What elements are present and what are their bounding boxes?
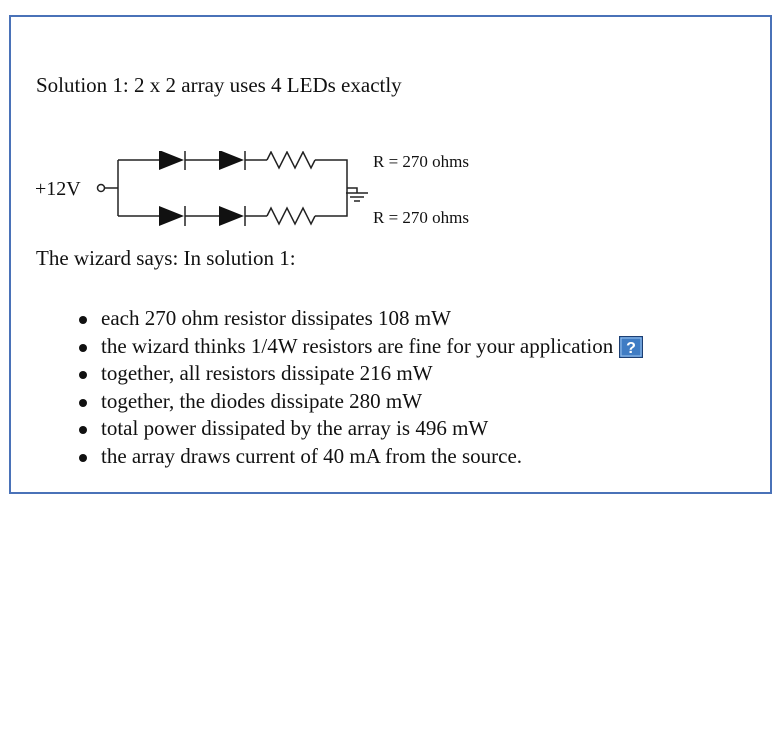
top-resistor-icon	[267, 152, 315, 168]
supply-terminal	[98, 185, 105, 192]
list-item-text: together, the diodes dissipate 280 mW	[101, 388, 423, 413]
list-item-text: total power dissipated by the array is 496 mW	[101, 416, 489, 441]
top-led-2-icon	[219, 151, 244, 170]
led-array-schematic	[33, 151, 503, 241]
list-item	[79, 360, 643, 388]
list-item-text: the array draws current of 40 mA from the source.	[101, 443, 523, 468]
ground-icon	[346, 193, 368, 201]
wizard-intro: The wizard says: In solution 1:	[36, 246, 296, 270]
list-item	[79, 443, 643, 471]
list-item-text: each 270 ohm resistor dissipates 108 mW	[101, 306, 451, 330]
bottom-resistor-icon	[267, 208, 315, 224]
wizard-results-list	[79, 305, 643, 471]
bottom-led-1-icon	[159, 206, 184, 226]
bottom-led-2-icon	[219, 206, 244, 226]
supply-label: +12V	[35, 178, 81, 200]
list-item	[79, 305, 643, 333]
list-item	[79, 415, 643, 443]
svg-text:?: ?	[626, 339, 637, 357]
help-icon[interactable]	[619, 336, 643, 358]
list-item	[79, 333, 643, 361]
top-led-1-icon	[159, 151, 184, 170]
solution-heading: Solution 1: 2 x 2 array uses 4 LEDs exactly	[36, 73, 402, 97]
list-item	[79, 388, 643, 416]
resistor-top-label: R = 270 ohms	[373, 152, 470, 171]
list-item-text: together, all resistors dissipate 216 mW	[101, 361, 433, 386]
solution-panel	[9, 15, 772, 494]
resistor-bottom-label: R = 270 ohms	[373, 208, 470, 227]
list-item-text: the wizard thinks 1/4W resistors are fine for your application	[101, 333, 614, 358]
